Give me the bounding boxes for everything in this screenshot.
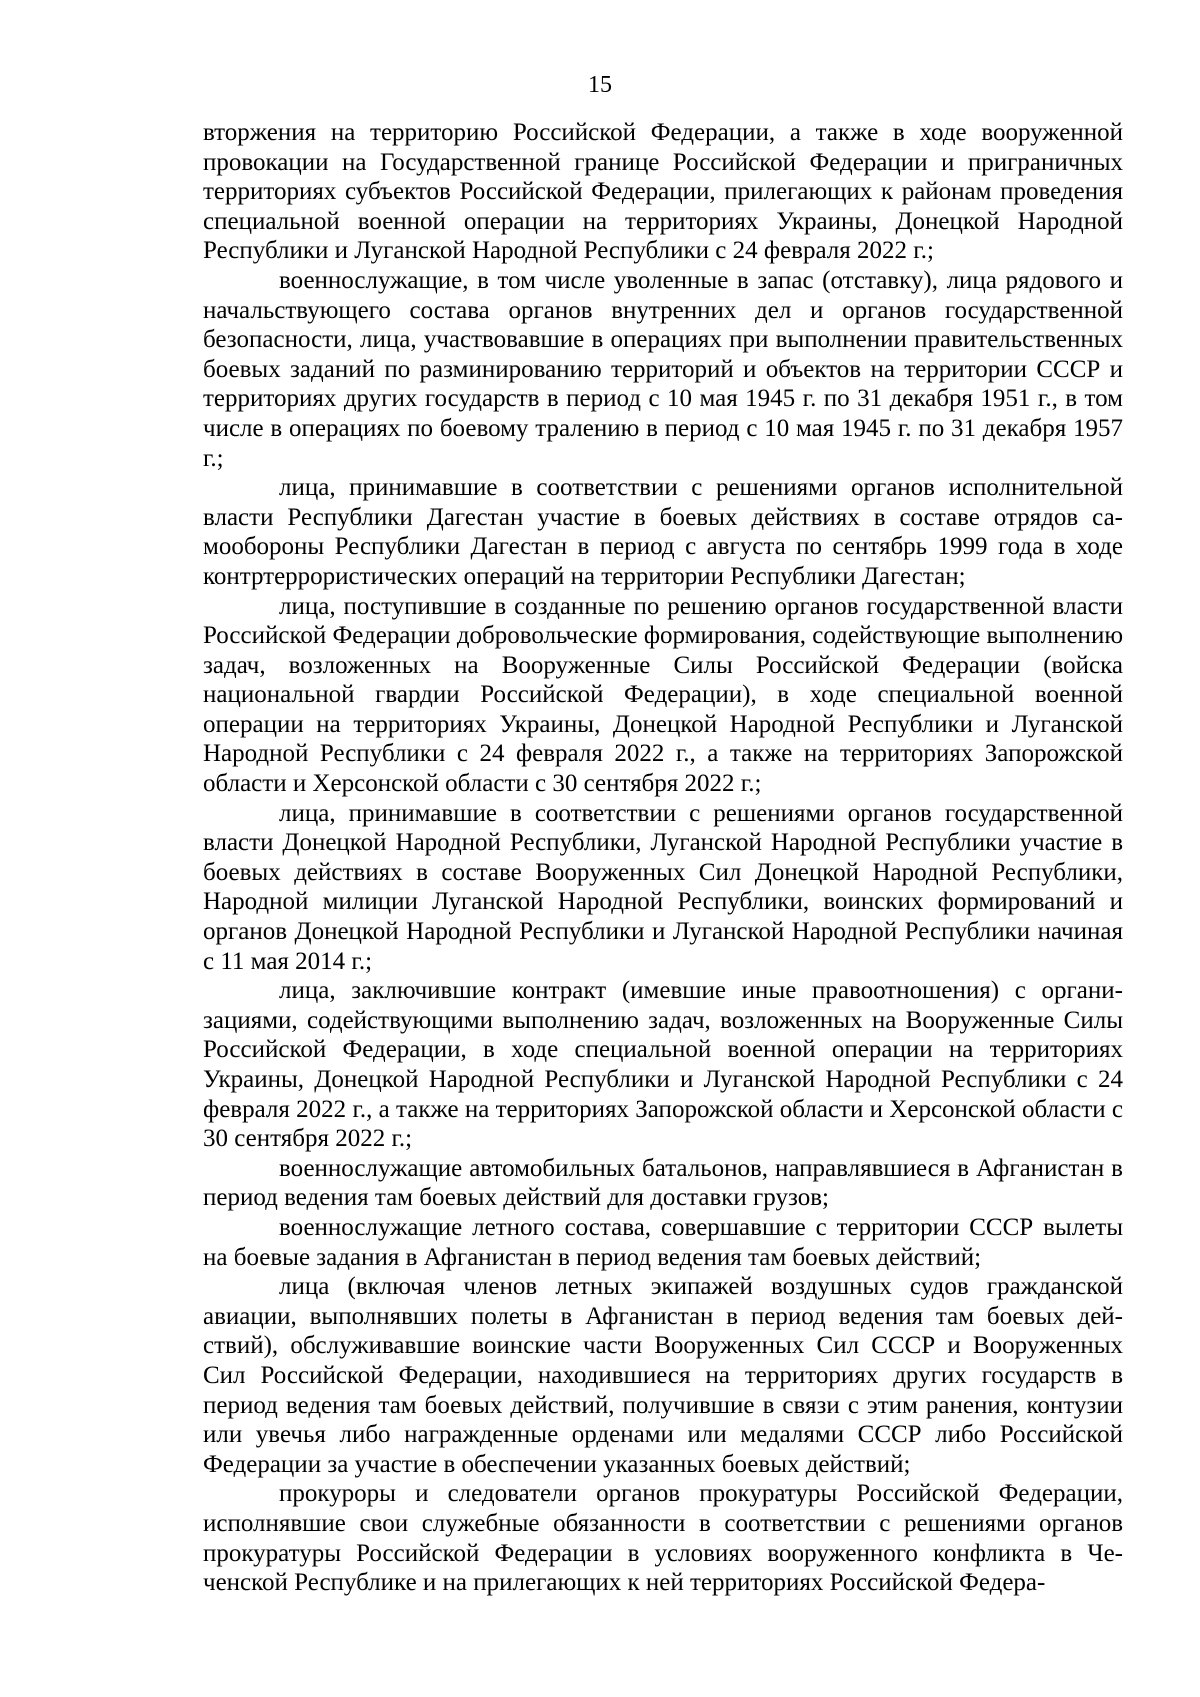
paragraph-5: лица, принимавшие в соответствии с решениями органов государственной власти Донецкой Народной Республики, Луганской Народной Республики участие в боевых действиях в составе Вооруженных Сил Донецкой Народной Республики, Народной милиции Луганской Народной Республики, воинских формирований и органов Донецкой Народной Республики и Луганской Народной Республики начиная с 11 мая 2014 г.;	[203, 799, 1123, 975]
page-number: 15	[588, 72, 612, 98]
paragraph-3: лица, принимавшие в соответствии с решениями органов исполнительной власти Республики Дагестан участие в боевых действиях в составе отрядов самообороны Республики Дагестан в период с августа по сентябрь 1999 года в ходе контртеррористических операций на территории Республики Дагестан;	[203, 474, 1123, 590]
paragraph-10: прокуроры и следователи органов прокуратуры Российской Федерации, исполнявшие свои служебные обязанности в соответствии с решениями органов прокуратуры Российской Федерации в условиях вооруженного конфликта в Чеченской Республике и на прилегающих к ней территориях Российской Федера-	[203, 1480, 1123, 1597]
document-body	[203, 118, 1123, 1598]
paragraph-2: военнослужащие, в том числе уволенные в запас (отставку), лица рядового и начальствующего состава органов внутренних дел и органов государственной безопасности, лица, участвовавшие в операциях при выполнении правительственных боевых заданий по разминированию территорий и объектов на территории СССР и территориях других государств в период с 10 мая 1945 г. по 31 декабря 1951 г., в том числе в операциях по боевому тралению в период с 10 мая 1945 г. по 31 декабря 1957 г.;	[203, 266, 1123, 472]
paragraph-8: военнослужащие летного состава, совершавшие с территории СССР вылеты на боевые задания в Афганистан в период ведения там боевых действий;	[203, 1213, 1123, 1271]
paragraph-4: лица, поступившие в созданные по решению органов государственной власти Российской Федерации добровольческие формирования, содействующие выполнению задач, возложенных на Вооруженные Силы Российской Федерации (войска национальной гвардии Российской Федерации), в ходе специальной военной операции на территориях Украины, Донецкой Народной Республики и Луганской Народной Республики с 24 февраля 2022 г., а также на территориях Запорожской области и Херсонской области с 30 сентября 2022 г.;	[203, 592, 1123, 798]
paragraph-1: вторжения на территорию Российской Федерации, а также в ходе вооруженной провокации на Государственной границе Российской Федерации и приграничных территориях субъектов Российской Федерации, прилегающих к районам проведения специальной военной операции на территориях Украины, Донецкой Народной Республики и Луганской Народной Республики с 24 февраля 2022 г.;	[203, 119, 1123, 265]
paragraph-6: лица, заключившие контракт (имевшие иные правоотношения) с организациями, содействующими выполнению задач, возложенных на Вооруженные Силы Российской Федерации, в ходе специальной военной операции на территориях Украины, Донецкой Народной Республики и Луганской Народной Республики с 24 февраля 2022 г., а также на территориях Запорожской области и Херсонской области с 30 сентября 2022 г.;	[203, 977, 1123, 1153]
paragraph-9: лица (включая членов летных экипажей воздушных судов гражданской авиации, выполнявших полеты в Афганистан в период ведения там боевых действий), обслуживавшие воинские части Вооруженных Сил СССР и Вооруженных Сил Российской Федерации, находившиеся на территориях других государств в период ведения там боевых действий, получившие в связи с этим ранения, контузии или увечья либо награжденные орденами или медалями СССР либо Российской Федерации за участие в обеспечении указанных боевых действий;	[203, 1273, 1123, 1478]
paragraph-7: военнослужащие автомобильных батальонов, направлявшиеся в Афганистан в период ведения там боевых действий для доставки грузов;	[203, 1154, 1123, 1212]
